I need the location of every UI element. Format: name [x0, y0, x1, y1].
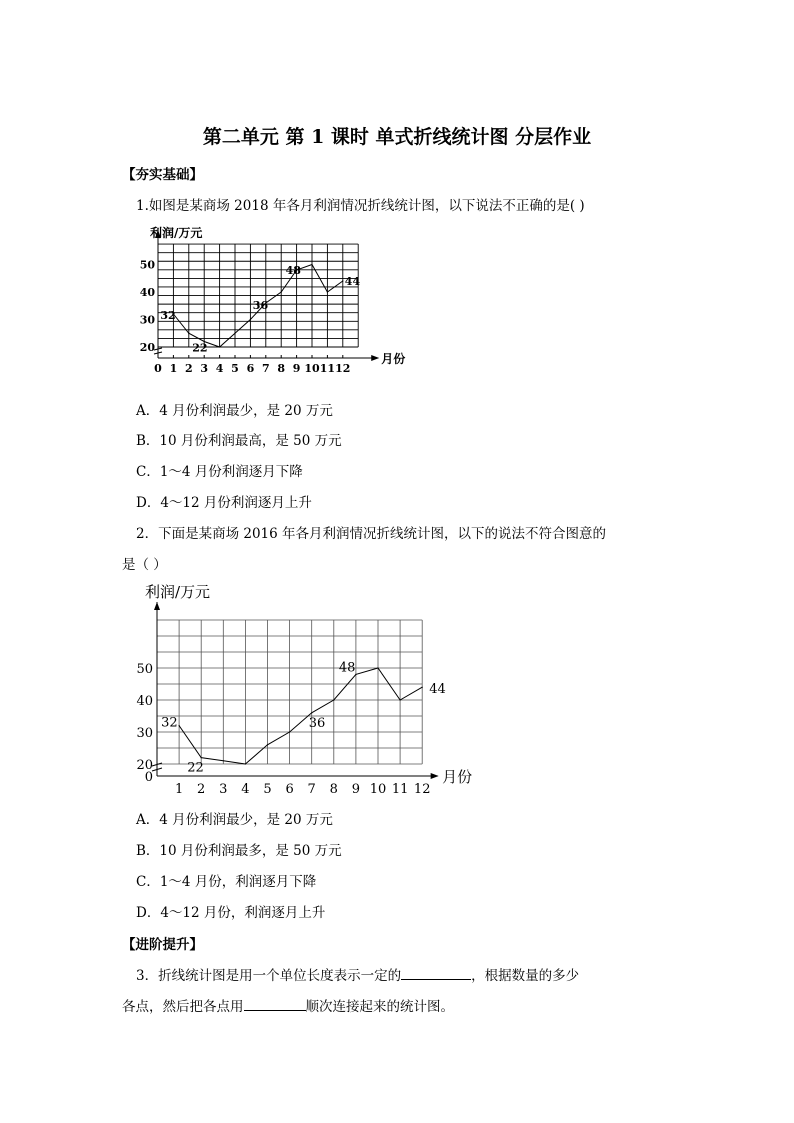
- data-label: 22: [187, 760, 204, 776]
- data-point: [377, 667, 378, 668]
- chart-1: [130, 224, 406, 380]
- data-point: [250, 319, 251, 320]
- q3-text-1: 3．折线统计图是用一个单位长度表示一定的: [136, 968, 402, 984]
- x-tick-label: 4: [241, 782, 250, 797]
- data-point: [333, 699, 334, 700]
- question-2-stem-line2: 是（ ）: [122, 557, 167, 573]
- q1-option-b: B．10 月份利润最高，是 50 万元: [136, 433, 342, 449]
- data-point: [355, 674, 356, 675]
- y-tick-label: 20: [136, 758, 153, 773]
- data-label: 36: [308, 715, 326, 731]
- question-2-stem-line1: 2．下面是某商场 2016 年各月利润情况折线统计图，以下的说法不符合图意的: [136, 526, 607, 542]
- q2-option-a: A．4 月份利润最少，是 20 万元: [136, 812, 333, 828]
- x-tick-label: 7: [261, 362, 270, 375]
- chart-2: [135, 580, 495, 795]
- data-label: 32: [161, 715, 178, 731]
- x-tick-label: 2: [184, 362, 193, 375]
- data-label: 48: [338, 660, 356, 676]
- q3-text-2: ，根据数量的多少: [471, 968, 580, 984]
- x-tick-label: 11: [319, 362, 336, 375]
- q3-blank-1[interactable]: [401, 967, 471, 980]
- data-point: [422, 687, 423, 688]
- data-point: [289, 731, 290, 732]
- data-point: [311, 712, 312, 713]
- x-axis-label: 月份: [442, 768, 473, 786]
- q3-text-3: 各点，然后把各点用: [122, 999, 244, 1015]
- x-tick-label: 3: [200, 362, 209, 375]
- y-tick-label: 40: [136, 694, 153, 709]
- x-tick-label: 8: [277, 362, 286, 375]
- x-tick-label: 3: [219, 782, 228, 797]
- data-point: [327, 291, 328, 292]
- x-tick-label: 5: [263, 782, 272, 797]
- question-3-line1: [136, 964, 579, 984]
- x-tick-label: 1: [169, 362, 178, 375]
- y-axis-arrow: [154, 602, 160, 610]
- y-tick-label: 0: [144, 770, 153, 785]
- question-3-line2: [122, 995, 454, 1015]
- data-label: 36: [252, 299, 269, 312]
- x-tick-label: 1: [174, 782, 184, 797]
- y-tick-label: 30: [136, 726, 153, 741]
- y-tick-label: 20: [139, 341, 155, 354]
- data-point: [267, 744, 268, 745]
- q2-option-d: D．4～12 月份，利润逐月上升: [136, 905, 326, 921]
- data-point: [188, 333, 189, 334]
- data-label: 32: [160, 309, 176, 322]
- y-tick-label: 50: [139, 258, 155, 272]
- x-tick-label: 6: [285, 782, 294, 797]
- data-point: [179, 725, 180, 726]
- x-tick-label: 12: [413, 782, 431, 797]
- x-tick-label: 2: [197, 782, 206, 797]
- x-tick-label: 9: [292, 362, 301, 375]
- data-label: 44: [344, 275, 361, 288]
- data-label: 22: [192, 341, 208, 355]
- data-label: 44: [429, 682, 446, 698]
- x-tick-label: 10: [369, 782, 387, 797]
- data-label: 48: [285, 264, 301, 277]
- data-point: [400, 699, 401, 700]
- x-tick-label: 0: [154, 362, 162, 375]
- section-heading-basic: 【夯实基础】: [122, 167, 203, 183]
- data-point: [342, 280, 343, 281]
- x-tick-label: 8: [329, 782, 338, 797]
- page-title: 第二单元 第 1 课时 单式折线统计图 分层作业: [202, 126, 592, 148]
- q2-option-b: B．10 月份利润最多，是 50 万元: [136, 843, 342, 859]
- x-tick-label: 10: [304, 362, 320, 375]
- x-axis-arrow: [431, 773, 439, 779]
- y-axis-label: 利润/万元: [145, 583, 211, 601]
- x-tick-label: 9: [351, 782, 361, 797]
- x-tick-label: 5: [231, 362, 239, 375]
- y-tick-label: 40: [139, 286, 155, 299]
- x-tick-label: 12: [335, 362, 351, 375]
- x-axis-arrow: [371, 355, 379, 361]
- y-tick-label: 30: [139, 313, 155, 327]
- x-tick-label: 6: [246, 362, 255, 375]
- data-point: [219, 346, 220, 347]
- q1-option-d: D．4～12 月份利润逐月上升: [136, 495, 312, 511]
- q1-option-c: C．1～4 月份利润逐月下降: [136, 464, 303, 480]
- y-axis-label: 利润/万元: [150, 226, 203, 240]
- section-heading-advanced: 【进阶提升】: [122, 937, 203, 953]
- data-point: [201, 757, 202, 758]
- y-tick-label: 50: [136, 662, 153, 677]
- x-axis-label: 月份: [381, 352, 406, 366]
- q3-blank-2[interactable]: [244, 998, 306, 1011]
- x-tick-label: 11: [391, 782, 409, 797]
- data-point: [311, 264, 312, 265]
- x-tick-label: 4: [215, 362, 224, 375]
- data-point: [281, 291, 282, 292]
- question-1-stem: 1.如图是某商场 2018 年各月利润情况折线统计图，以下说法不正确的是( ): [136, 198, 585, 214]
- data-point: [245, 763, 246, 764]
- q1-option-a: A．4 月份利润最少，是 20 万元: [136, 403, 333, 419]
- q3-text-4: 顺次连接起来的统计图。: [305, 999, 454, 1015]
- q2-option-c: C．1～4 月份，利润逐月下降: [136, 874, 317, 890]
- data-point: [223, 760, 224, 761]
- data-point: [234, 333, 235, 334]
- x-tick-label: 7: [307, 782, 316, 797]
